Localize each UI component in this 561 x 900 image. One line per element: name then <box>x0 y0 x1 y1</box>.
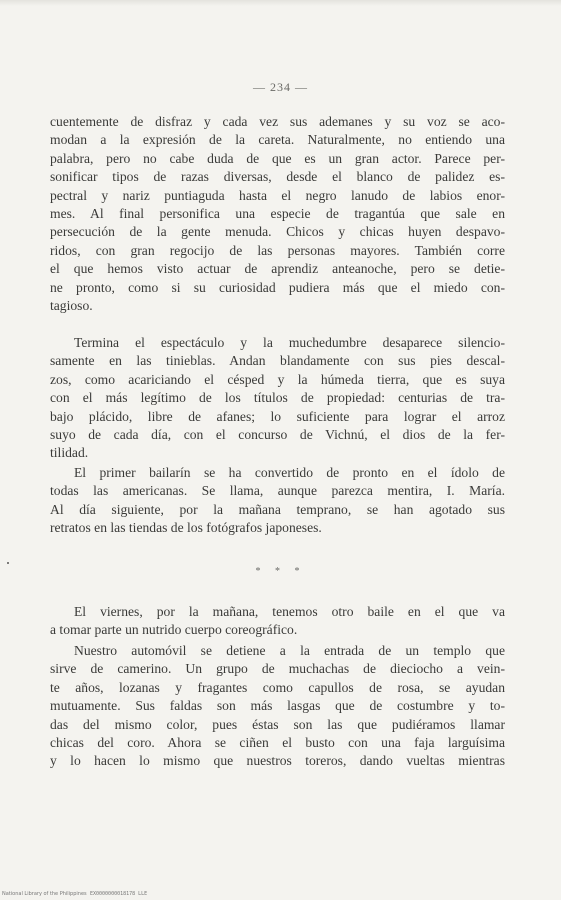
text-line: mutuamente. Sus faldas son más lasgas que de costumbre y to- <box>50 698 505 714</box>
text-line: sirve de camerino. Un grupo de muchachas de dieciocho a vein- <box>50 661 505 677</box>
text-line: palabra, pero no cabe duda de que es un gran actor. Parece per- <box>50 150 505 166</box>
text-line: modan a la expresión de la careta. Naturalmente, no entiendo una <box>50 132 505 148</box>
text-line: te años, lozanas y fragantes como capullos de rosa, se ayudan <box>50 679 505 695</box>
paragraph-1 <box>50 113 505 315</box>
text-line: ridos, con gran regocijo de las personas mayores. También corre <box>50 242 505 258</box>
text-line: tagioso. <box>50 297 93 313</box>
text-line: Al día siguiente, por la mañana temprano, se han agotado sus <box>50 501 505 517</box>
text-line: mes. Al final personifica una especie de tragantúa que sale en <box>50 205 505 221</box>
text-line: samente en las tinieblas. Andan blandamente con sus pies descal- <box>50 353 505 369</box>
paragraph-4 <box>50 603 505 640</box>
text-line: el que hemos visto actuar de aprendiz anteanoche, pero se detie- <box>50 261 505 277</box>
text-line: zos, como acariciando el césped y la húmeda tierra, que es suya <box>50 371 505 387</box>
page-top-edge <box>0 0 561 6</box>
paragraph-2 <box>50 334 505 463</box>
text-line: pectral y nariz puntiaguda hasta el negro lanudo de labios enor- <box>50 187 505 203</box>
text-line: das del mismo color, pues éstas son las que pudiéramos llamar <box>50 716 505 732</box>
text-line: persecución de la gente menuda. Chicos y chicas huyen despavo- <box>50 224 505 240</box>
text-line: suyo de cada día, con el concurso de Vichnú, el dios de la fer- <box>50 426 505 442</box>
footer-library-name: National Library of the Philippines <box>2 891 87 897</box>
paragraph-3 <box>50 464 505 538</box>
section-separator: * * * <box>255 566 306 577</box>
text-line: bajo plácido, libre de afanes; lo suficiente para lograr el arroz <box>50 408 505 424</box>
text-line: y lo hacen lo mismo que nuestros toreros, dando vueltas mientras <box>50 753 505 769</box>
text-line: ne pronto, como si su curiosidad pudiera más que el miedo con- <box>50 279 505 295</box>
text-line: todas las americanas. Se llama, aunque parezca mentira, I. María. <box>50 483 505 499</box>
footer-code: EX0000000018178 LLE <box>90 891 148 897</box>
text-line: con el más legítimo de los títulos de propiedad: centurias de tra- <box>50 390 505 406</box>
text-line: cuentemente de disfraz y cada vez sus ademanes y su voz se aco- <box>50 114 505 129</box>
margin-mark <box>7 562 9 564</box>
text-line: a tomar parte un nutrido cuerpo coreográfico. <box>50 622 298 638</box>
text-line: tilidad. <box>50 445 89 461</box>
text-line: El viernes, por la mañana, tenemos otro baile en el que va <box>74 604 505 619</box>
text-line: retratos en las tiendas de los fotógrafos japoneses. <box>50 520 322 536</box>
text-line: Nuestro automóvil se detiene a la entrada de un templo que <box>74 643 505 658</box>
text-line: sonificar tipos de razas diversas, desde el blanco de palidez es- <box>50 169 505 185</box>
text-line: chicas del coro. Ahora se ciñen el busto con una faja larguísima <box>50 734 505 750</box>
paragraph-5 <box>50 642 505 771</box>
text-line: El primer bailarín se ha convertido de pronto en el ídolo de <box>74 465 505 480</box>
page-number: — 234 — <box>253 80 308 94</box>
text-line: Termina el espectáculo y la muchedumbre desaparece silencio- <box>74 335 505 350</box>
